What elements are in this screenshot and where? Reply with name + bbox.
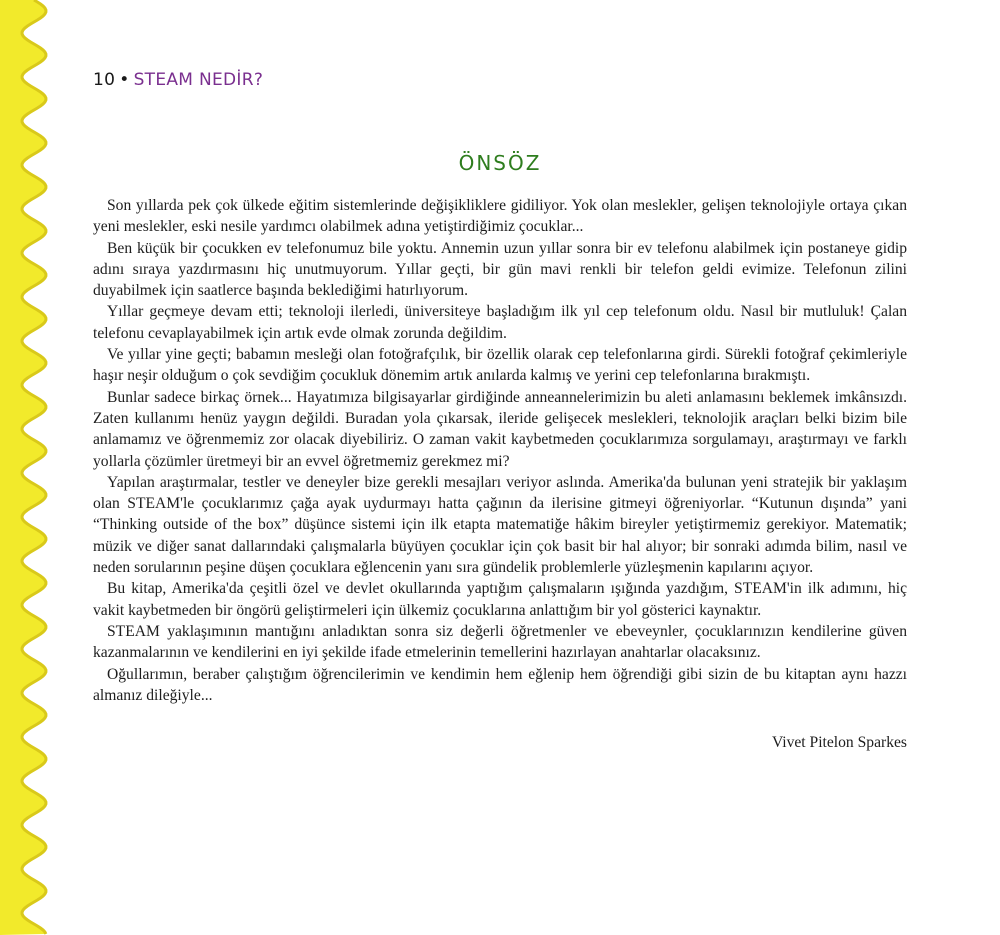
head-separator: • <box>119 70 130 90</box>
paragraph: Bu kitap, Amerika'da çeşitli özel ve devlet okullarında yaptığım çalışmaların ışığında yazdığım, STEAM'in ilk adımını, hiç vakit kaybetmeden bir öngörü geliştirmeleri için ülkemiz çocuklarına anlattığım bir yol gösterici kaynaktır. <box>93 580 907 619</box>
paragraph: Yıllar geçmeye devam etti; teknoloji ilerledi, üniversiteye başladığım ilk yıl cep telefonum oldu. Nasıl bir mutluluk! Çalan telefonu cevaplayabilmek için artık evde olmak zorunda değildim. <box>93 303 907 342</box>
running-head <box>93 70 263 90</box>
wavy-yellow-edge <box>0 0 60 935</box>
paragraph: Bunlar sadece birkaç örnek... Hayatımıza bilgisayarlar girdiğinde anneannelerimizin bu aleti anlamasını beklemek imkânsızdı. Zaten kullanımı henüz yaygın değildi. Buradan yola çıkarsak, ileride gelişecek meslekleri, teknolojik araçları belki bizim bile anlamamız ve öğrenmemiz zor olacak diyebiliriz. O zaman vakit kaybetmeden çocuklarımıza sorgulamayı, araştırmayı ve farklı yollarla çözümler üretmeyi bir an evvel öğretmemiz gerekmez mi? <box>93 388 907 470</box>
page-number: 10 <box>93 70 116 90</box>
author-signature: Vivet Pitelon Sparkes <box>771 734 907 751</box>
paragraph: STEAM yaklaşımının mantığını anladıktan sonra siz değerli öğretmenler ve ebeveynler, çocuklarınızın kendilerine güven kazanmalarının ve kendilerini en iyi şekilde ifade etmelerinin temellerini hazırlayan anahtarlar olacaksınız. <box>93 622 907 662</box>
paragraph: Yapılan araştırmalar, testler ve deneyler bize gerekli mesajları veriyor aslında. Amerika'da bulunan yeni stratejik bir yaklaşım olan STEAM'le çocuklarımız çağa ayak uydurmayı hatta çağının da ilerisine gitmeyi öğreniyorlar. “Kutunun dışında” yani “Thinking outside of the box” düşünce sistemi için ilk etapta matematiğe hâkim bireyler yetiştirmemiz gerekiyor. Matematik; müzik ve diğer sanat dallarındaki çalışmalarla büyüyen çocuklar için çok basit bir hal alıyor; bir sonraki adımda bilim, nasıl ve neden sorularının peşine düşen çocuklara eğlencenin yanı sıra gündelik problemlerle yüzleşmenin kapılarını açıyor. <box>93 473 907 577</box>
paragraph: Oğullarımın, beraber çalıştığım öğrencilerimin ve kendimin hem eğlenip hem öğrendiği gibi sizin de bu kitaptan aynı hazzı almanız dileğiyle... <box>93 665 907 704</box>
paragraph: Son yıllarda pek çok ülkede eğitim sistemlerinde değişikliklere gidiliyor. Yok olan meslekler, gelişen teknolojiyle ortaya çıkan yeni meslekler, eski nesile yardımcı olabilmek adına yetiştirdiğimiz çocuklar... <box>93 197 907 236</box>
paragraph: Ben küçük bir çocukken ev telefonumuz bile yoktu. Annemin uzun yıllar sonra bir ev telefonu alabilmek için postaneye gidip adını sıraya yazdırmasını hiç unutmuyorum. Yıllar geçti, bir gün mavi renkli bir telefon geldi evimize. Telefonun zilini duyabilmek için saatlerce başında beklediğimi hatırlıyorum. <box>93 239 907 300</box>
section-name: STEAM NEDİR? <box>133 70 264 90</box>
paragraph: Ve yıllar yine geçti; babamın mesleği olan fotoğrafçılık, bir özellik olarak cep telefonlarına girdi. Sürekli fotoğraf çekimleriyle haşır neşir olduğum o çok sevdiğim çocukluk dönemim artık anılarda kalmış ve yerini cep telefonlarına bırakmıştı. <box>93 346 907 385</box>
page-title: ÖNSÖZ <box>458 151 542 175</box>
body-text <box>93 195 907 706</box>
